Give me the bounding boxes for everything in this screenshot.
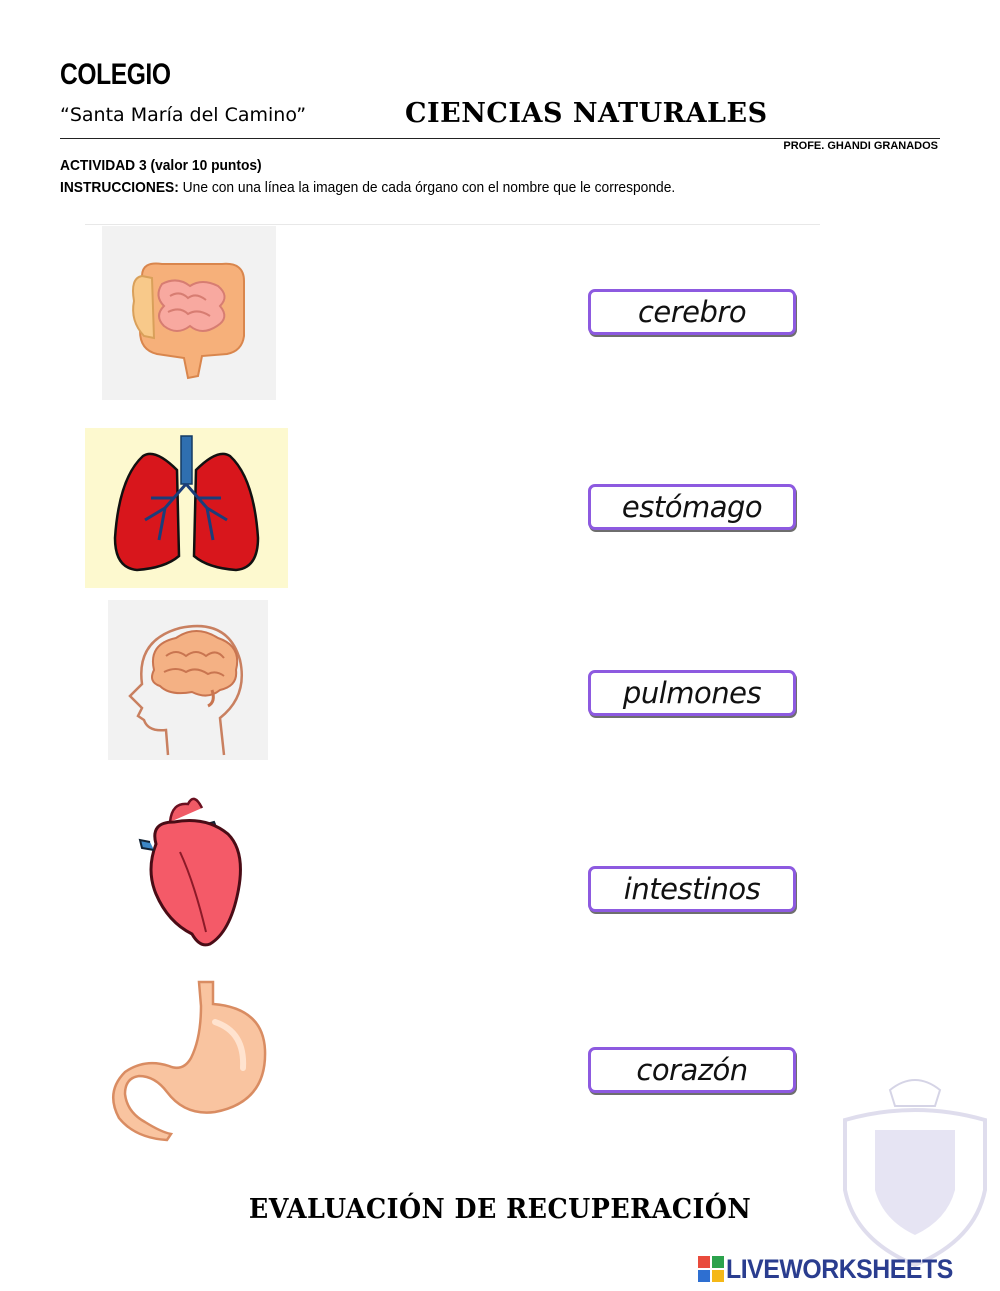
school-name: “Santa María del Camino”: [60, 104, 307, 126]
liveworksheets-text: LIVEWORKSHEETS: [726, 1253, 953, 1284]
intestines-icon: [102, 226, 276, 400]
stomach-icon: [105, 972, 283, 1144]
liveworksheets-logo[interactable]: [698, 1254, 973, 1284]
liveworksheets-icon: [698, 1256, 724, 1282]
heart-icon: [110, 782, 280, 952]
subject-title: CIENCIAS NATURALES: [405, 98, 768, 129]
word-card-corazon[interactable]: corazón: [588, 1047, 796, 1093]
brain-icon: [108, 600, 268, 760]
footer-title: EVALUACIÓN DE RECUPERACIÓN: [248, 1194, 752, 1225]
content-divider: [85, 224, 820, 225]
school-label: COLEGIO: [60, 58, 171, 91]
instructions-label: INSTRUCCIONES:: [60, 179, 179, 196]
stomach-image[interactable]: [105, 972, 283, 1144]
teacher-name: PROFE. GHANDI GRANADOS: [783, 140, 938, 152]
heart-image[interactable]: [110, 782, 280, 952]
header-divider: [60, 138, 940, 139]
intestines-image[interactable]: [102, 226, 276, 400]
activity-title: ACTIVIDAD 3 (valor 10 puntos): [60, 157, 262, 174]
school-crest-watermark: [835, 1070, 995, 1270]
word-card-cerebro[interactable]: cerebro: [588, 289, 796, 335]
instructions-text: Une con una línea la imagen de cada órgano con el nombre que le corresponde.: [178, 179, 676, 196]
crest-icon: [835, 1070, 995, 1270]
lungs-icon: [85, 428, 288, 588]
word-card-intestinos[interactable]: intestinos: [588, 866, 796, 912]
instructions: [60, 179, 675, 196]
lungs-image[interactable]: [85, 428, 288, 588]
word-card-pulmones[interactable]: pulmones: [588, 670, 796, 716]
word-card-estomago[interactable]: estómago: [588, 484, 796, 530]
brain-image[interactable]: [108, 600, 268, 760]
